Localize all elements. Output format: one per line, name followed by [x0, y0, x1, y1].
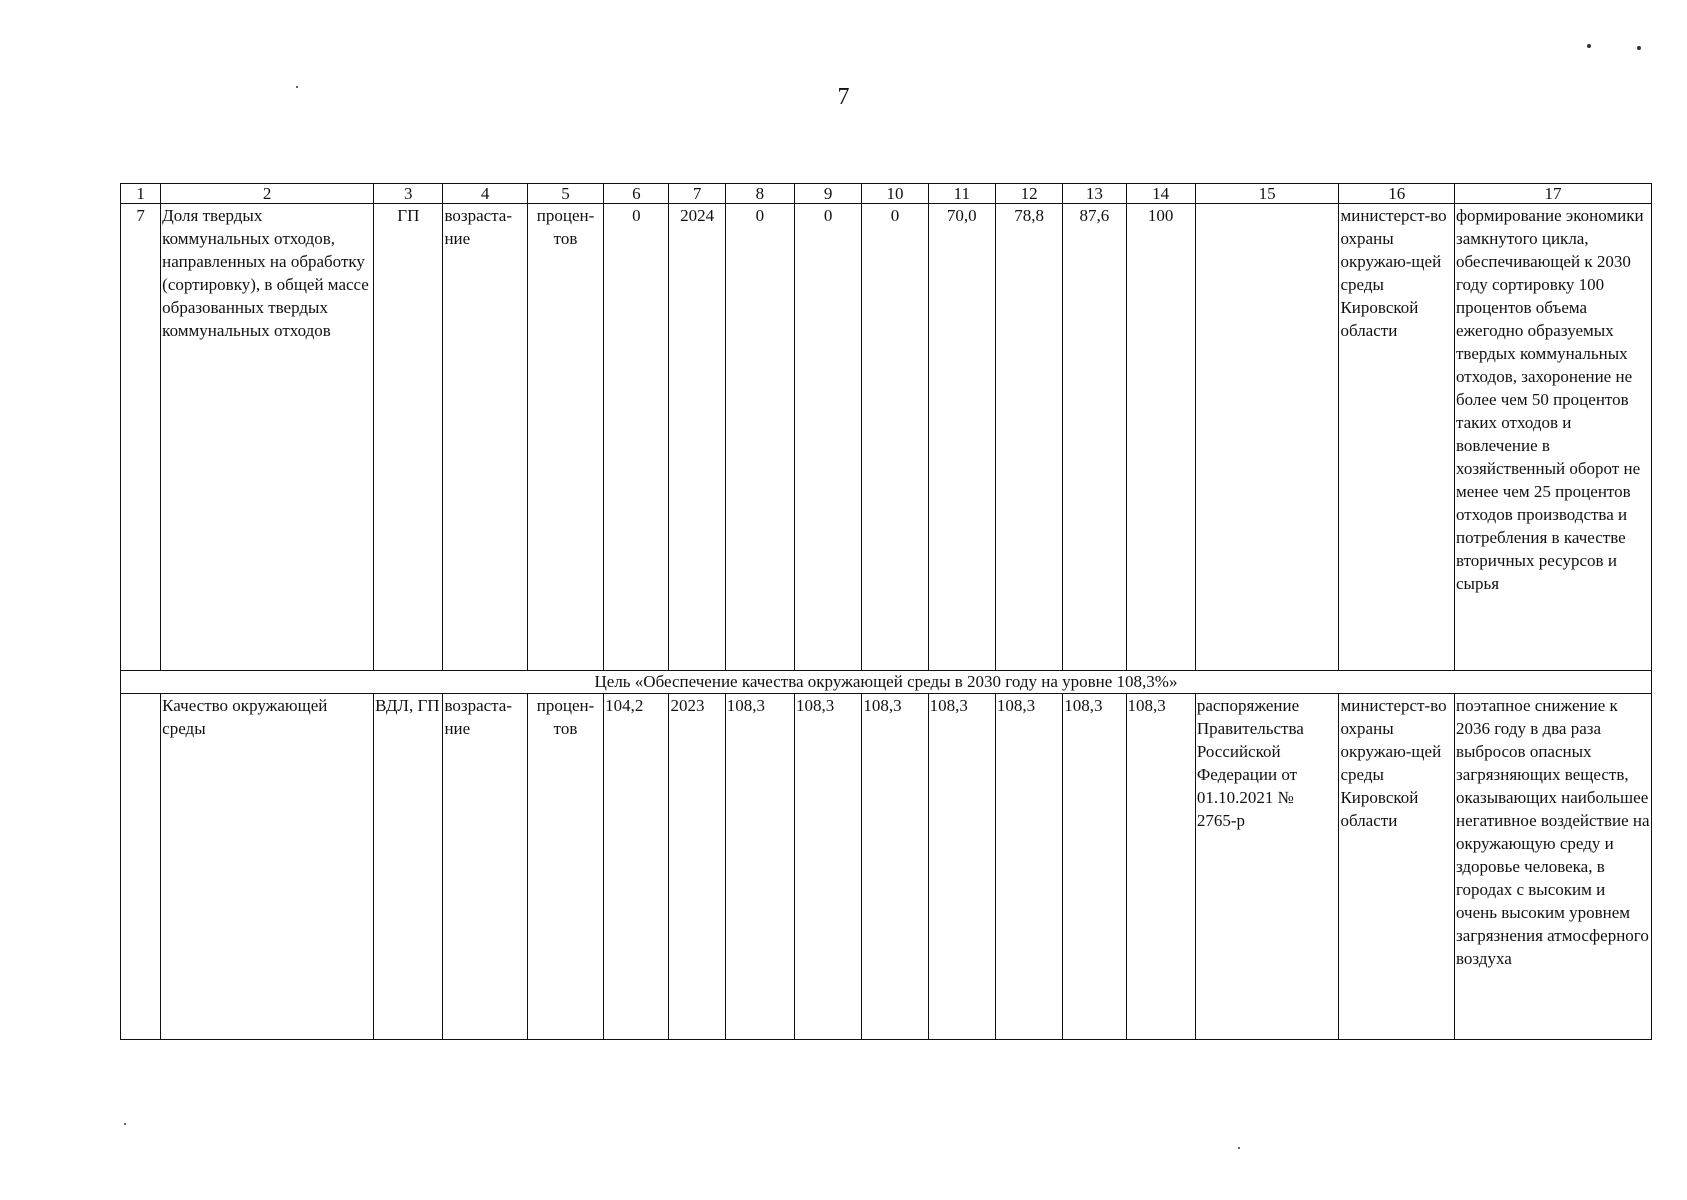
table-header-row — [121, 184, 1652, 204]
year-value: 108,3 — [725, 694, 794, 1040]
scan-speck — [1238, 1147, 1240, 1149]
year-value: 0 — [862, 204, 928, 671]
year-value: 0 — [795, 204, 862, 671]
indicators-table — [120, 183, 1652, 1040]
header-cell: 11 — [928, 184, 995, 204]
page-number: 7 — [837, 84, 850, 110]
header-cell: 9 — [795, 184, 862, 204]
document-reference: распоряжение Правительства Российской Федерации от 01.10.2021 № 2765-р — [1195, 694, 1339, 1040]
header-cell: 16 — [1339, 184, 1455, 204]
goal-row — [121, 671, 1652, 694]
year-value: 78,8 — [995, 204, 1062, 671]
responsible-body: министерст-во охраны окружаю-щей среды Кировской области — [1339, 204, 1455, 671]
goal-title: Цель «Обеспечение качества окружающей среды в 2030 году на уровне 108,3%» — [121, 671, 1652, 694]
header-cell: 7 — [669, 184, 725, 204]
year-value: 70,0 — [928, 204, 995, 671]
responsible-body: министерст-во охраны окружаю-щей среды Кировской области — [1339, 694, 1455, 1040]
scan-speck — [1587, 44, 1591, 48]
header-cell: 15 — [1195, 184, 1339, 204]
indicator-trend: возраста-ние — [443, 694, 527, 1040]
table-row — [121, 694, 1652, 1040]
year-value: 100 — [1126, 204, 1195, 671]
indicator-name: Доля твердых коммунальных отходов, направленных на обработку (сортировку), в общей массе образованных твердых коммунальных отходов — [161, 204, 374, 671]
base-value: 0 — [604, 204, 669, 671]
year-value: 108,3 — [928, 694, 995, 1040]
indicator-name: Качество окружающей среды — [161, 694, 374, 1040]
header-cell: 8 — [725, 184, 794, 204]
header-cell: 6 — [604, 184, 669, 204]
scan-speck — [124, 1123, 126, 1125]
header-cell: 14 — [1126, 184, 1195, 204]
header-cell: 12 — [995, 184, 1062, 204]
header-cell: 17 — [1454, 184, 1651, 204]
document-reference — [1195, 204, 1339, 671]
year-value: 0 — [725, 204, 794, 671]
base-value: 104,2 — [604, 694, 669, 1040]
header-cell: 13 — [1063, 184, 1126, 204]
scan-speck — [1637, 46, 1641, 50]
base-year: 2024 — [669, 204, 725, 671]
national-goal-link: формирование экономики замкнутого цикла, обеспечивающей к 2030 году сортировку 100 процентов объема ежегодно образуемых твердых коммунальных отходов, захоронение не более чем 50 процентов таких отходов и вовлечение в хозяйственный оборот не менее чем 25 процентов отходов производства и потребления в качестве вторичных ресурсов и сырья — [1454, 204, 1651, 671]
base-year: 2023 — [669, 694, 725, 1040]
year-value: 108,3 — [795, 694, 862, 1040]
row-number — [121, 694, 161, 1040]
header-cell: 10 — [862, 184, 928, 204]
indicator-unit: процен-тов — [527, 694, 603, 1040]
year-value: 108,3 — [1126, 694, 1195, 1040]
indicator-level: ВДЛ, ГП — [374, 694, 443, 1040]
national-goal-link: поэтапное снижение к 2036 году в два раза выбросов опасных загрязняющих веществ, оказывающих наибольшее негативное воздействие на окружающую среду и здоровье человека, в городах с высоким и очень высоким уровнем загрязнения атмосферного воздуха — [1454, 694, 1651, 1040]
indicator-unit: процен-тов — [527, 204, 603, 671]
header-cell: 1 — [121, 184, 161, 204]
header-cell: 3 — [374, 184, 443, 204]
year-value: 108,3 — [862, 694, 928, 1040]
row-number: 7 — [121, 204, 161, 671]
scan-speck — [296, 86, 298, 88]
year-value: 108,3 — [995, 694, 1062, 1040]
header-cell: 5 — [527, 184, 603, 204]
header-cell: 2 — [161, 184, 374, 204]
table-row — [121, 204, 1652, 671]
indicator-trend: возраста-ние — [443, 204, 527, 671]
year-value: 108,3 — [1063, 694, 1126, 1040]
indicator-level: ГП — [374, 204, 443, 671]
year-value: 87,6 — [1063, 204, 1126, 671]
header-cell: 4 — [443, 184, 527, 204]
